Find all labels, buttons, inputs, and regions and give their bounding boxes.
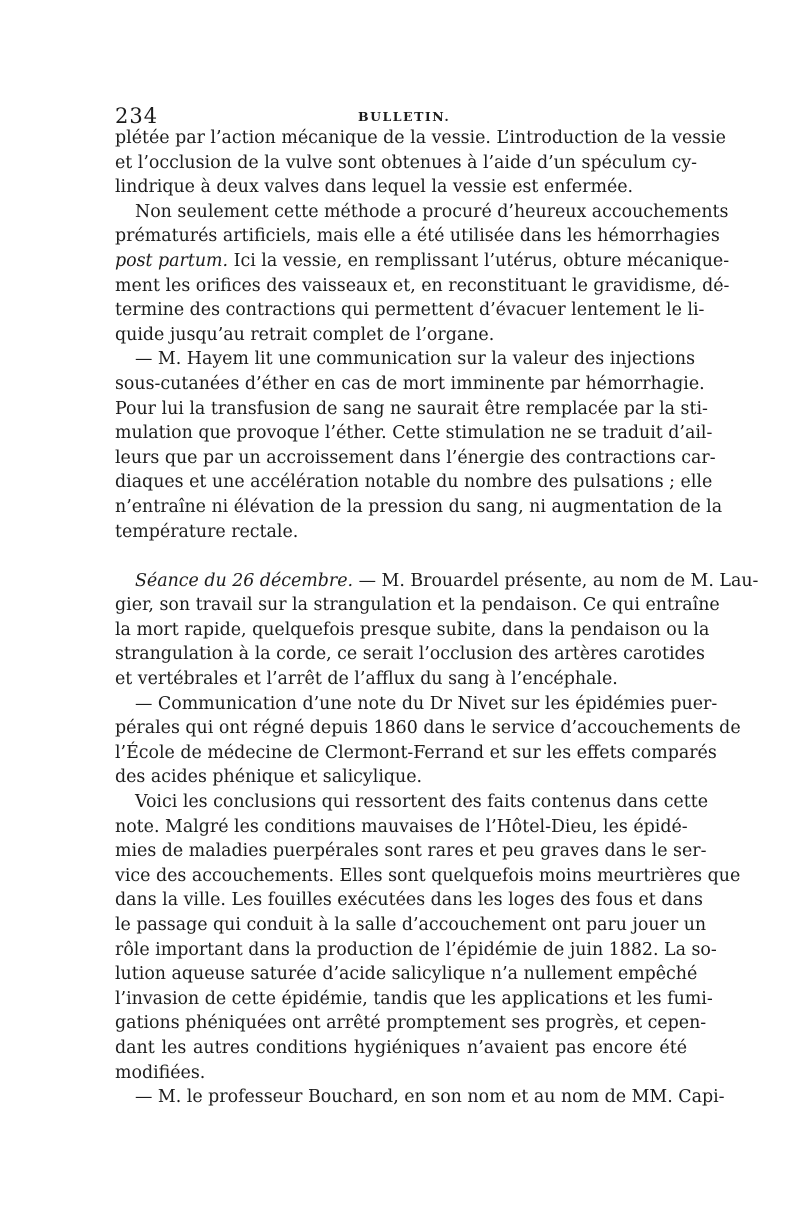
text-line: diaques et une accélération notable du nombre des pulsations ; elle (115, 472, 713, 493)
text-line: vice des accouchements. Elles sont quelquefois moins meurtrières que (115, 865, 741, 886)
text-line: mulation que provoque l’éther. Cette stimulation ne se traduit d’ail- (115, 423, 713, 444)
text-line: gier, son travail sur la strangulation et la pendaison. Ce qui entraîne (115, 595, 720, 616)
text-line: lindrique à deux valves dans lequel la vessie est enfermée. (115, 177, 634, 198)
text-line: quide jusqu’au retrait complet de l’organe. (115, 324, 495, 345)
page-header (112, 104, 687, 126)
text-line: et vertébrales et l’arrêt de l’afflux du sang à l’encéphale. (115, 669, 618, 690)
text-line: dant les autres conditions hygiéniques n’avaient pas encore été (115, 1037, 687, 1058)
text-line: — M. Hayem lit une communication sur la valeur des injections (135, 349, 696, 370)
text-line: termine des contractions qui permettent d’évacuer lentement le li- (115, 300, 705, 321)
text-line: modifiées. (115, 1062, 206, 1083)
paragraph (115, 200, 730, 348)
text-line: mies de maladies puerpérales sont rares et peu graves dans le ser- (115, 841, 707, 862)
text-line: température rectale. (115, 521, 299, 542)
text-line: prématurés artificiels, mais elle a été utilisée dans les hémorrhagies (115, 226, 720, 247)
text-line: l’invasion de cette épidémie, tandis que les applications et les fumi- (115, 988, 713, 1009)
text-line: des acides phénique et salicylique. (115, 767, 423, 788)
text-line: Pour lui la transfusion de sang ne saurait être remplacée par la sti- (115, 398, 708, 419)
text-line: n’entraîne ni élévation de la pression du sang, ni augmentation de la (115, 496, 723, 517)
paragraph (115, 126, 726, 200)
text-line: dans la ville. Les fouilles exécutées dans les loges des fous et dans (115, 890, 703, 911)
text-line: rôle important dans la production de l’épidémie de juin 1882. La so- (115, 939, 717, 960)
section-gap (115, 544, 687, 569)
paragraph (115, 347, 723, 544)
text-line: — Communication d’une note du Dr Nivet sur les épidémies puer- (135, 693, 718, 714)
body-text (115, 126, 759, 1110)
text-line: Voici les conclusions qui ressortent des faits contenus dans cette (135, 792, 708, 813)
text-line: la mort rapide, quelquefois presque subite, dans la pendaison ou la (115, 619, 710, 640)
text-line: l’École de médecine de Clermont-Ferrand et sur les effets comparés (115, 742, 717, 763)
text-line: le passage qui conduit à la salle d’accouchement ont paru jouer un (115, 915, 707, 935)
text-line: pérales qui ont régné depuis 1860 dans le service d’accouchements de (115, 718, 741, 739)
text-line: leurs que par un accroissement dans l’énergie des contractions car- (115, 447, 716, 468)
text-line: ment les orifices des vaisseaux et, en reconstituant le gravidisme, dé- (115, 275, 730, 296)
text-line: post partum. Ici la vessie, en remplissant l’utérus, obture mécanique- (115, 250, 730, 271)
text-line: strangulation à la corde, ce serait l’occlusion des artères carotides (115, 644, 705, 665)
page-number: 234 (115, 104, 159, 128)
text-line: plétée par l’action mécanique de la vessie. L’introduction de la vessie (115, 128, 726, 148)
text-line: et l’occlusion de la vulve sont obtenues à l’aide d’un spéculum cy- (115, 152, 698, 173)
paragraph (115, 790, 741, 1085)
paragraph (115, 692, 741, 790)
text-line: gations phéniquées ont arrêté promptement ses progrès, et cepen- (115, 1013, 707, 1034)
text-line: Séance du 26 décembre. — M. Brouardel présente, au nom de M. Lau- (135, 570, 759, 591)
text-line: lution aqueuse saturée d’acide salicylique n’a nullement empêché (115, 964, 698, 985)
paragraph (115, 1085, 725, 1110)
text-line: note. Malgré les conditions mauvaises de l’Hôtel-Dieu, les épidé- (115, 816, 688, 837)
text-line: — M. le professeur Bouchard, en son nom et au nom de MM. Capi- (135, 1087, 725, 1108)
running-title: BULLETIN. (358, 109, 451, 124)
text-line: sous-cutanées d’éther en cas de mort imminente par hémorrhagie. (115, 373, 705, 394)
text-line: Non seulement cette méthode a procuré d’heureux accouchements (135, 201, 729, 222)
paragraph (115, 569, 759, 692)
